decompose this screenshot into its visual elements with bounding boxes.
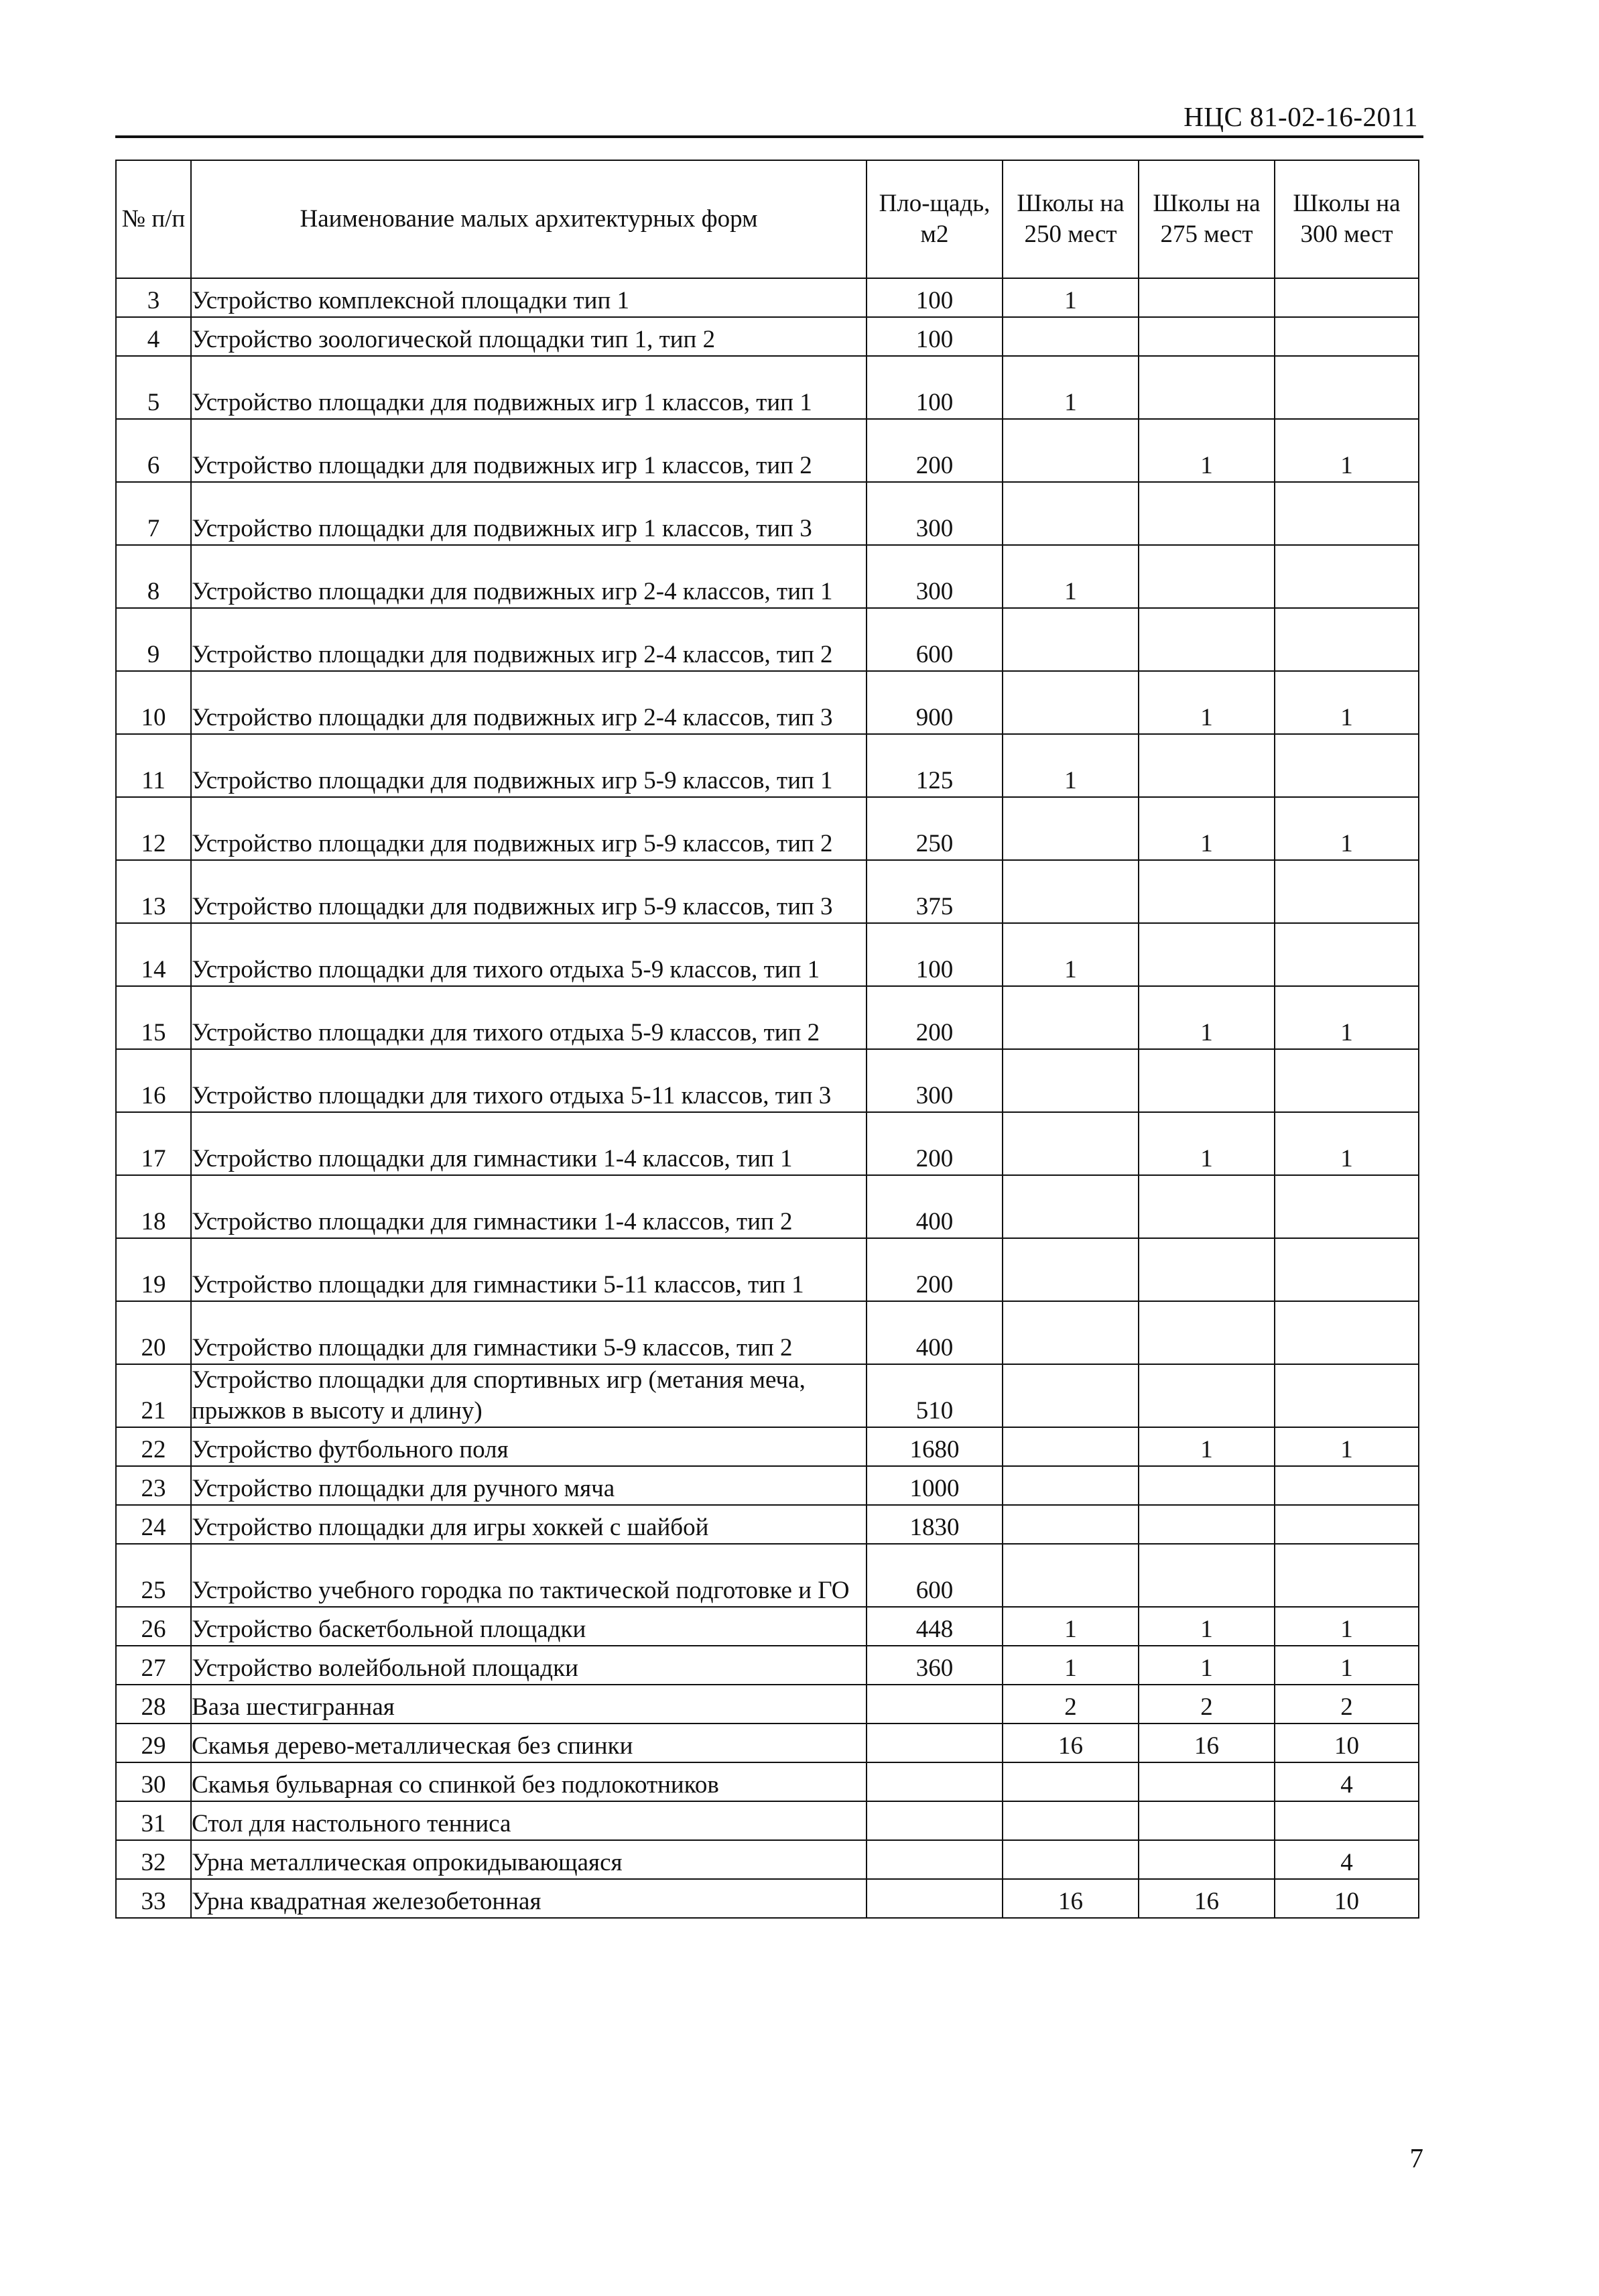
school-250-count: 1 — [1003, 356, 1139, 419]
school-275-count — [1139, 1840, 1275, 1879]
area-value: 900 — [867, 671, 1003, 734]
area-value: 100 — [867, 356, 1003, 419]
form-name: Устройство площадки для тихого отдыха 5-11 классов, тип 3 — [191, 1049, 867, 1112]
row-number: 3 — [116, 278, 191, 317]
form-name: Устройство площадки для гимнастики 1-4 классов, тип 2 — [191, 1175, 867, 1238]
school-300-count — [1275, 1175, 1419, 1238]
table-row — [116, 1238, 1419, 1301]
area-value: 600 — [867, 1544, 1003, 1607]
school-300-count — [1275, 278, 1419, 317]
form-name: Устройство баскетбольной площадки — [191, 1607, 867, 1646]
row-number: 24 — [116, 1505, 191, 1544]
school-275-count — [1139, 860, 1275, 923]
row-number: 14 — [116, 923, 191, 986]
area-value — [867, 1879, 1003, 1918]
table-row — [116, 797, 1419, 860]
school-250-count — [1003, 1466, 1139, 1505]
school-275-count: 1 — [1139, 1112, 1275, 1175]
school-250-count: 2 — [1003, 1685, 1139, 1724]
form-name: Устройство площадки для подвижных игр 5-9 классов, тип 3 — [191, 860, 867, 923]
row-number: 9 — [116, 608, 191, 671]
area-value: 400 — [867, 1175, 1003, 1238]
school-300-count: 1 — [1275, 1427, 1419, 1466]
school-250-count — [1003, 671, 1139, 734]
area-value — [867, 1840, 1003, 1879]
school-300-count — [1275, 860, 1419, 923]
header-num: № п/п — [116, 160, 191, 278]
table-row — [116, 1840, 1419, 1879]
header-rule — [115, 135, 1423, 138]
form-name: Скамья дерево-металлическая без спинки — [191, 1724, 867, 1762]
school-300-count — [1275, 734, 1419, 797]
school-300-count: 4 — [1275, 1762, 1419, 1801]
form-name: Устройство площадки для подвижных игр 5-9 классов, тип 1 — [191, 734, 867, 797]
school-300-count — [1275, 1544, 1419, 1607]
form-name: Устройство площадки для подвижных игр 2-4 классов, тип 3 — [191, 671, 867, 734]
school-250-count — [1003, 1801, 1139, 1840]
school-300-count — [1275, 1301, 1419, 1364]
form-name: Устройство площадки для спортивных игр (метания меча, прыжков в высоту и длину) — [191, 1364, 867, 1427]
table-row — [116, 1544, 1419, 1607]
school-275-count — [1139, 1301, 1275, 1364]
school-275-count — [1139, 1801, 1275, 1840]
area-value: 200 — [867, 986, 1003, 1049]
school-250-count: 1 — [1003, 1607, 1139, 1646]
school-300-count: 10 — [1275, 1879, 1419, 1918]
form-name: Устройство учебного городка по тактической подготовке и ГО — [191, 1544, 867, 1607]
school-250-count: 1 — [1003, 545, 1139, 608]
row-number: 25 — [116, 1544, 191, 1607]
school-250-count: 1 — [1003, 278, 1139, 317]
form-name: Устройство площадки для подвижных игр 2-4 классов, тип 2 — [191, 608, 867, 671]
area-value: 300 — [867, 482, 1003, 545]
form-name: Устройство площадки для гимнастики 5-9 классов, тип 2 — [191, 1301, 867, 1364]
school-250-count — [1003, 1049, 1139, 1112]
area-value — [867, 1801, 1003, 1840]
school-275-count: 1 — [1139, 1427, 1275, 1466]
form-name: Устройство площадки для игры хоккей с шайбой — [191, 1505, 867, 1544]
school-275-count — [1139, 734, 1275, 797]
school-300-count — [1275, 1364, 1419, 1427]
document-code: НЦС 81-02-16-2011 — [1184, 101, 1418, 132]
table-row — [116, 1646, 1419, 1685]
school-300-count — [1275, 1801, 1419, 1840]
table-row — [116, 1505, 1419, 1544]
school-300-count: 10 — [1275, 1724, 1419, 1762]
row-number: 19 — [116, 1238, 191, 1301]
table-row — [116, 1801, 1419, 1840]
row-number: 29 — [116, 1724, 191, 1762]
school-300-count: 4 — [1275, 1840, 1419, 1879]
table-row — [116, 1879, 1419, 1918]
row-number: 12 — [116, 797, 191, 860]
table-row — [116, 1112, 1419, 1175]
row-number: 16 — [116, 1049, 191, 1112]
area-value: 1830 — [867, 1505, 1003, 1544]
header-school-275: Школы на 275 мест — [1139, 160, 1275, 278]
header-school-300: Школы на 300 мест — [1275, 160, 1419, 278]
school-275-count — [1139, 356, 1275, 419]
school-250-count — [1003, 860, 1139, 923]
row-number: 33 — [116, 1879, 191, 1918]
header-name: Наименование малых архитектурных форм — [191, 160, 867, 278]
school-250-count — [1003, 1175, 1139, 1238]
school-275-count — [1139, 1762, 1275, 1801]
school-300-count — [1275, 1505, 1419, 1544]
form-name: Устройство площадки для тихого отдыха 5-9 классов, тип 1 — [191, 923, 867, 986]
school-300-count — [1275, 317, 1419, 356]
school-300-count — [1275, 1238, 1419, 1301]
school-250-count: 1 — [1003, 923, 1139, 986]
school-300-count: 1 — [1275, 419, 1419, 482]
header-area: Пло-щадь, м2 — [867, 160, 1003, 278]
school-275-count: 16 — [1139, 1879, 1275, 1918]
school-275-count — [1139, 1175, 1275, 1238]
school-300-count: 1 — [1275, 1607, 1419, 1646]
table-row — [116, 734, 1419, 797]
row-number: 5 — [116, 356, 191, 419]
area-value: 250 — [867, 797, 1003, 860]
area-value: 100 — [867, 278, 1003, 317]
school-250-count: 16 — [1003, 1724, 1139, 1762]
table-row — [116, 1724, 1419, 1762]
table-row — [116, 545, 1419, 608]
school-275-count — [1139, 482, 1275, 545]
form-name: Устройство площадки для гимнастики 1-4 классов, тип 1 — [191, 1112, 867, 1175]
school-300-count: 2 — [1275, 1685, 1419, 1724]
table-row — [116, 1466, 1419, 1505]
table-row — [116, 1301, 1419, 1364]
form-name: Устройство площадки для подвижных игр 2-4 классов, тип 1 — [191, 545, 867, 608]
school-300-count: 1 — [1275, 1112, 1419, 1175]
school-250-count — [1003, 482, 1139, 545]
header-school-250: Школы на 250 мест — [1003, 160, 1139, 278]
area-value: 400 — [867, 1301, 1003, 1364]
school-250-count — [1003, 1364, 1139, 1427]
row-number: 22 — [116, 1427, 191, 1466]
school-250-count: 16 — [1003, 1879, 1139, 1918]
school-275-count — [1139, 608, 1275, 671]
form-name: Стол для настольного тенниса — [191, 1801, 867, 1840]
school-300-count: 1 — [1275, 671, 1419, 734]
school-250-count — [1003, 317, 1139, 356]
table-row — [116, 1427, 1419, 1466]
school-250-count — [1003, 1427, 1139, 1466]
school-275-count: 1 — [1139, 1607, 1275, 1646]
school-250-count — [1003, 1301, 1139, 1364]
school-275-count: 2 — [1139, 1685, 1275, 1724]
school-250-count — [1003, 1544, 1139, 1607]
school-300-count: 1 — [1275, 986, 1419, 1049]
school-300-count: 1 — [1275, 1646, 1419, 1685]
table-row — [116, 986, 1419, 1049]
school-250-count — [1003, 1505, 1139, 1544]
school-275-count — [1139, 1364, 1275, 1427]
form-name: Устройство зоологической площадки тип 1, тип 2 — [191, 317, 867, 356]
school-250-count — [1003, 1840, 1139, 1879]
school-300-count — [1275, 356, 1419, 419]
form-name: Ваза шестигранная — [191, 1685, 867, 1724]
table-row — [116, 482, 1419, 545]
school-300-count — [1275, 482, 1419, 545]
row-number: 11 — [116, 734, 191, 797]
form-name: Устройство комплексной площадки тип 1 — [191, 278, 867, 317]
row-number: 15 — [116, 986, 191, 1049]
form-name: Устройство площадки для подвижных игр 1 классов, тип 2 — [191, 419, 867, 482]
school-250-count — [1003, 1112, 1139, 1175]
school-250-count — [1003, 419, 1139, 482]
area-value: 200 — [867, 1238, 1003, 1301]
form-name: Устройство волейбольной площадки — [191, 1646, 867, 1685]
school-250-count — [1003, 986, 1139, 1049]
table-row — [116, 317, 1419, 356]
row-number: 26 — [116, 1607, 191, 1646]
form-name: Урна металлическая опрокидывающаяся — [191, 1840, 867, 1879]
area-value — [867, 1762, 1003, 1801]
row-number: 4 — [116, 317, 191, 356]
area-value: 200 — [867, 419, 1003, 482]
school-275-count: 1 — [1139, 986, 1275, 1049]
area-value: 448 — [867, 1607, 1003, 1646]
school-275-count — [1139, 1505, 1275, 1544]
area-value: 360 — [867, 1646, 1003, 1685]
table-row — [116, 356, 1419, 419]
school-275-count — [1139, 545, 1275, 608]
area-value: 1000 — [867, 1466, 1003, 1505]
row-number: 20 — [116, 1301, 191, 1364]
school-275-count — [1139, 923, 1275, 986]
school-275-count — [1139, 1238, 1275, 1301]
school-300-count — [1275, 1049, 1419, 1112]
school-300-count — [1275, 545, 1419, 608]
row-number: 8 — [116, 545, 191, 608]
row-number: 10 — [116, 671, 191, 734]
row-number: 31 — [116, 1801, 191, 1840]
table-row — [116, 278, 1419, 317]
table-row — [116, 1762, 1419, 1801]
form-name: Устройство площадки для подвижных игр 5-9 классов, тип 2 — [191, 797, 867, 860]
row-number: 17 — [116, 1112, 191, 1175]
school-250-count — [1003, 797, 1139, 860]
row-number: 7 — [116, 482, 191, 545]
row-number: 23 — [116, 1466, 191, 1505]
area-value: 100 — [867, 923, 1003, 986]
row-number: 30 — [116, 1762, 191, 1801]
row-number: 27 — [116, 1646, 191, 1685]
school-300-count — [1275, 923, 1419, 986]
school-300-count: 1 — [1275, 797, 1419, 860]
table-row — [116, 923, 1419, 986]
form-name: Урна квадратная железобетонная — [191, 1879, 867, 1918]
table-row — [116, 1607, 1419, 1646]
area-value: 300 — [867, 545, 1003, 608]
school-275-count — [1139, 1544, 1275, 1607]
school-275-count — [1139, 317, 1275, 356]
school-275-count: 1 — [1139, 419, 1275, 482]
school-300-count — [1275, 1466, 1419, 1505]
area-value: 300 — [867, 1049, 1003, 1112]
row-number: 21 — [116, 1364, 191, 1427]
table-header-row — [116, 160, 1419, 278]
table-row — [116, 1049, 1419, 1112]
area-value: 375 — [867, 860, 1003, 923]
area-value: 200 — [867, 1112, 1003, 1175]
area-value — [867, 1685, 1003, 1724]
school-275-count — [1139, 1049, 1275, 1112]
form-name: Устройство площадки для тихого отдыха 5-9 классов, тип 2 — [191, 986, 867, 1049]
area-value: 1680 — [867, 1427, 1003, 1466]
form-name: Устройство площадки для подвижных игр 1 классов, тип 3 — [191, 482, 867, 545]
table-row — [116, 1685, 1419, 1724]
school-250-count — [1003, 1762, 1139, 1801]
row-number: 13 — [116, 860, 191, 923]
page-number: 7 — [1409, 2142, 1423, 2173]
table-row — [116, 671, 1419, 734]
area-value: 100 — [867, 317, 1003, 356]
architectural-forms-table — [115, 160, 1419, 1919]
area-value: 600 — [867, 608, 1003, 671]
school-275-count: 1 — [1139, 797, 1275, 860]
form-name: Скамья бульварная со спинкой без подлокотников — [191, 1762, 867, 1801]
school-300-count — [1275, 608, 1419, 671]
table-row — [116, 419, 1419, 482]
school-250-count — [1003, 608, 1139, 671]
form-name: Устройство площадки для ручного мяча — [191, 1466, 867, 1505]
table-row — [116, 608, 1419, 671]
row-number: 28 — [116, 1685, 191, 1724]
area-value: 510 — [867, 1364, 1003, 1427]
school-250-count — [1003, 1238, 1139, 1301]
area-value — [867, 1724, 1003, 1762]
form-name: Устройство площадки для гимнастики 5-11 классов, тип 1 — [191, 1238, 867, 1301]
school-250-count: 1 — [1003, 1646, 1139, 1685]
table-row — [116, 1175, 1419, 1238]
row-number: 32 — [116, 1840, 191, 1879]
form-name: Устройство площадки для подвижных игр 1 классов, тип 1 — [191, 356, 867, 419]
school-275-count — [1139, 278, 1275, 317]
school-275-count: 1 — [1139, 671, 1275, 734]
school-275-count: 16 — [1139, 1724, 1275, 1762]
form-name: Устройство футбольного поля — [191, 1427, 867, 1466]
school-250-count: 1 — [1003, 734, 1139, 797]
table-row — [116, 1364, 1419, 1427]
area-value: 125 — [867, 734, 1003, 797]
school-275-count — [1139, 1466, 1275, 1505]
school-275-count: 1 — [1139, 1646, 1275, 1685]
row-number: 6 — [116, 419, 191, 482]
table-row — [116, 860, 1419, 923]
row-number: 18 — [116, 1175, 191, 1238]
